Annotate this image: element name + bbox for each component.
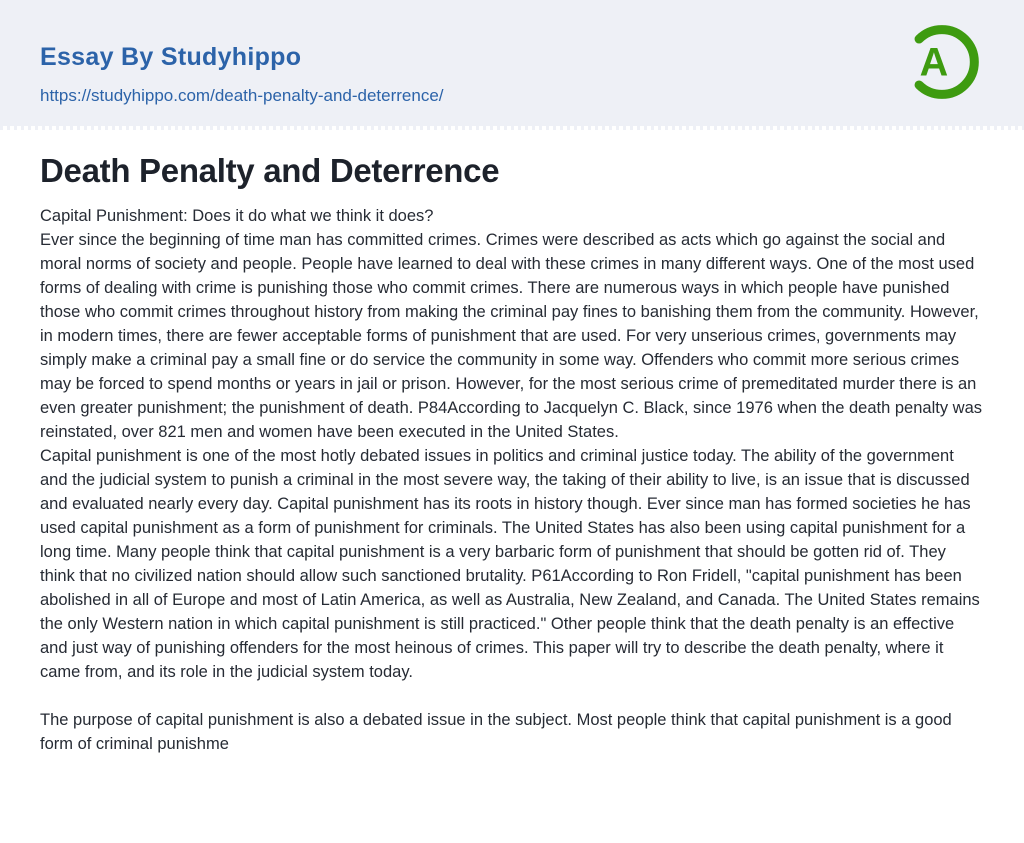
essay-title: Death Penalty and Deterrence [40, 152, 500, 189]
studyhippo-logo [897, 17, 987, 107]
essay-paragraph: Ever since the beginning of time man has committed crimes. Crimes were described as acts which go against the social and moral norms of society and people. People have learned to deal with these crimes in many different ways. One of the most used forms of dealing with crime is punishing those who commit crimes. There are numerous ways in which people have punished those who commit crimes throughout history from making the criminal pay fines to banishing them from the community. However, in modern times, there are fewer acceptable forms of punishment that are used. For very unserious crimes, governments may simply make a criminal pay a small fine or do service the community in some way. Offenders who commit more serious crimes may be forced to spend months or years in jail or prison. However, for the most serious crime of premeditated murder there is an even greater punishment; the punishment of death. P84According to Jacquelyn C. Black, since 1976 when the death penalty was reinstated, over 821 men and women have been executed in the United States. [40, 231, 983, 441]
essay-paragraph: Capital Punishment: Does it do what we think it does? [40, 207, 434, 225]
essay-content [0, 130, 1024, 756]
page-header [0, 0, 1024, 126]
logo-letter: A [919, 40, 949, 85]
essay-paragraph: Capital punishment is one of the most hotly debated issues in politics and criminal justice today. The ability of the government and the judicial system to punish a criminal in the most severe way, the taking of their ability to live, is an issue that is discussed and evaluated nearly every day. Capital punishment has its roots in history though. Ever since man has formed societies he has used capital punishment as a form of punishment for criminals. The United States has also been using capital punishment for a long time. Many people think that capital punishment is a very barbaric form of punishment that should be gotten rid of. They think that no civilized nation should allow such sanctioned brutality. P61According to Ron Fridell, "capital punishment has been abolished in all of Europe and most of Latin America, as well as Australia, New Zealand, and Canada. The United States remains the only Western nation in which capital punishment is still practiced." Other people think that the death penalty is an effective and just way of punishing offenders for the most heinous of crimes. This paper will try to describe the death penalty, where it came from, and its role in the judicial system today. [40, 447, 980, 681]
site-title: Essay By Studyhippo [40, 43, 302, 71]
essay-paragraph: The purpose of capital punishment is also a debated issue in the subject. Most people think that capital punishment is a good form of criminal punishme [40, 711, 952, 753]
essay-body [40, 204, 984, 756]
source-url-link[interactable]: https://studyhippo.com/death-penalty-and-deterrence/ [40, 86, 444, 105]
